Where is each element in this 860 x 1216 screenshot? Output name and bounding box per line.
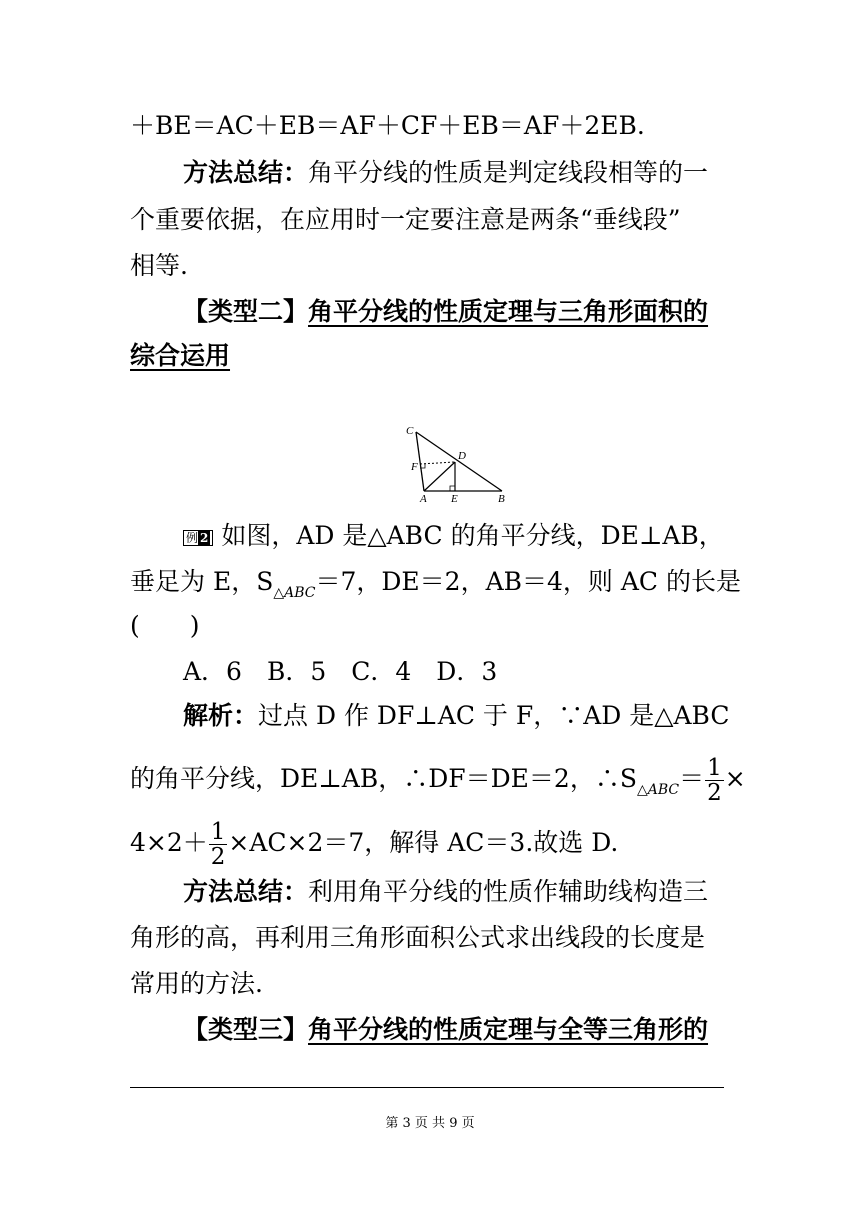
type-2-heading-line-2 — [130, 340, 230, 372]
method-summary-2-line-1: 方法总结：利用角平分线的性质作辅助线构造三 — [183, 877, 709, 906]
type-3-title: 角平分线的性质定理与全等三角形的 — [308, 1015, 709, 1044]
example-badge: 例 2 — [183, 530, 213, 546]
analysis-line-1: 解析：过点 D 作 DF⊥AC 于 F，∵AD 是△ABC — [183, 701, 730, 730]
method-summary-text: 角平分线的性质是判定线段相等的一 — [308, 158, 709, 187]
label-d: D — [458, 450, 466, 462]
method-summary-2-label: 方法总结： — [183, 877, 309, 906]
example-2-options: A．6 B．5 C．4 D．3 — [183, 657, 498, 686]
example-2-answer-blank: ( ) — [130, 611, 200, 640]
fraction-half: $\frac{1}{2}$ — [707, 755, 722, 806]
label-c: C — [406, 425, 414, 437]
label-f: F — [411, 461, 418, 473]
type-2-title-continued: 综合运用 — [130, 341, 231, 370]
type-3-bracket: 【类型三】 — [183, 1015, 309, 1044]
method-summary-1-line-2: 个重要依据，在应用时一定要注意是两条“垂线段” — [130, 205, 681, 234]
method-summary-2-line-3: 常用的方法. — [130, 969, 263, 998]
type-2-heading — [183, 296, 708, 328]
analysis-line-3: 4×2＋ $\frac{1}{2}$ ×AC×2＝7，解得 AC＝3.故选 D. — [130, 819, 619, 870]
label-e: E — [451, 493, 458, 504]
type-2-title: 角平分线的性质定理与三角形面积的 — [308, 297, 709, 326]
label-b: B — [498, 493, 505, 504]
type-3-heading — [183, 1014, 708, 1046]
method-summary-label: 方法总结： — [183, 158, 309, 187]
triangle-figure — [398, 420, 518, 504]
type-2-bracket: 【类型二】 — [183, 297, 309, 326]
label-a: A — [420, 493, 427, 504]
equation-continuation: ＋BE＝AC＋EB＝AF＋CF＋EB＝AF＋2EB. — [130, 111, 645, 140]
analysis-line-2: 的角平分线，DE⊥AB，∴DF＝DE＝2，$\therefore S_{\triangle ABC}=$ $\frac{1}{2}$ × — [130, 755, 746, 806]
footer-divider — [130, 1087, 724, 1088]
analysis-label: 解析： — [183, 701, 259, 730]
perpendicular-df — [420, 462, 455, 464]
right-angle-e — [450, 486, 455, 491]
page-number: 第 3 页 共 9 页 — [385, 1116, 475, 1131]
fraction-half-2: $\frac{1}{2}$ — [210, 819, 226, 870]
method-summary-1-line-1 — [183, 157, 708, 189]
method-summary-2-line-2: 角形的高，再利用三角形面积公式求出线段的长度是 — [130, 923, 706, 952]
example-2-line-1 — [183, 520, 724, 552]
example-2-line-2: 垂足为 E，$S_{\triangle ABC}=7$，DE＝2，AB＝4，则 AC 的长是 — [130, 567, 741, 601]
example-text: 如图，AD 是△ABC 的角平分线，DE⊥AB， — [221, 521, 724, 550]
method-summary-1-line-3: 相等. — [130, 251, 188, 280]
